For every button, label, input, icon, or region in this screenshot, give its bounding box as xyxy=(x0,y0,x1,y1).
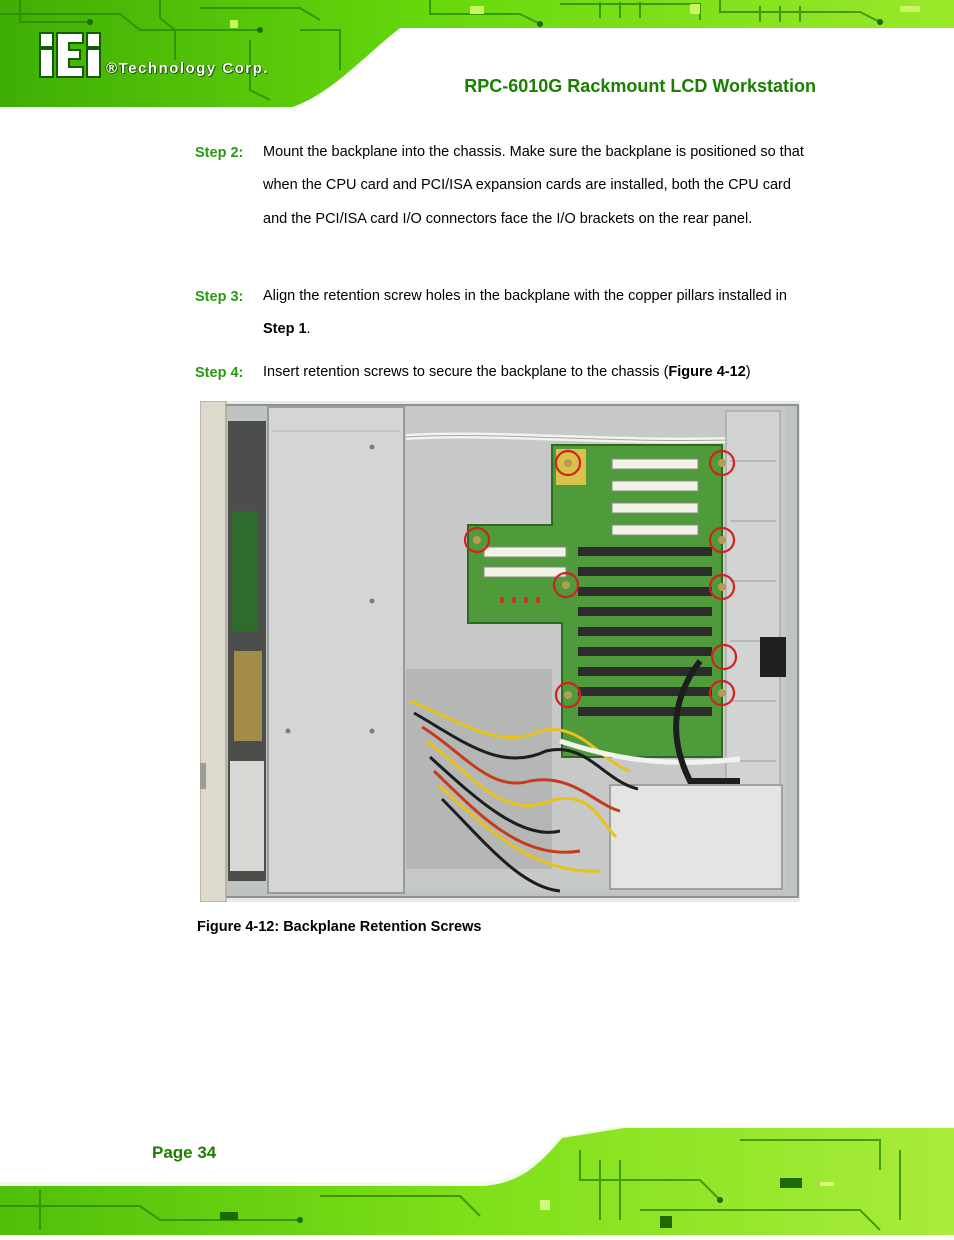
circuit-board-banner xyxy=(0,0,954,115)
figure-caption: Figure 4-12: Backplane Retention Screws xyxy=(197,919,482,935)
figure-reference: Figure 4-12 xyxy=(668,364,746,380)
step-text-plain: . xyxy=(306,321,311,338)
step-text-plain: Align the retention screw holes in the backplane with the copper pillars installed in xyxy=(263,288,787,304)
page-footer xyxy=(0,1120,954,1235)
step-text xyxy=(263,356,819,389)
company-name: ®Technology Corp. xyxy=(106,60,269,77)
chassis-illustration xyxy=(200,401,800,902)
iei-logo xyxy=(40,33,100,77)
step-label: Step 3: xyxy=(195,289,244,305)
page-header xyxy=(0,0,954,115)
step-2 xyxy=(195,145,815,270)
step-3 xyxy=(195,289,815,349)
step-text: Mount the backplane into the chassis. Make sure the backplane is positioned so that when the CPU card and PCI/ISA expansion cards are installed, both the CPU card and the PCI/ISA card I/O connectors face the I/O brackets on the rear panel. xyxy=(263,144,804,227)
step-text-plain: ) xyxy=(745,364,751,380)
document-title: RPC-6010G Rackmount LCD Workstation xyxy=(464,76,816,96)
page-number: Page 34 xyxy=(152,1143,217,1162)
step-reference: Step 1 xyxy=(263,321,307,338)
step-text-plain: Insert retention screws to secure the backplane to the chassis ( xyxy=(263,364,669,380)
step-label: Step 4: xyxy=(195,365,244,381)
backplane-photo xyxy=(200,401,800,902)
circuit-board-footer xyxy=(0,1120,954,1235)
step-label: Step 2: xyxy=(195,145,244,161)
step-4 xyxy=(195,365,815,395)
step-text xyxy=(263,280,819,347)
